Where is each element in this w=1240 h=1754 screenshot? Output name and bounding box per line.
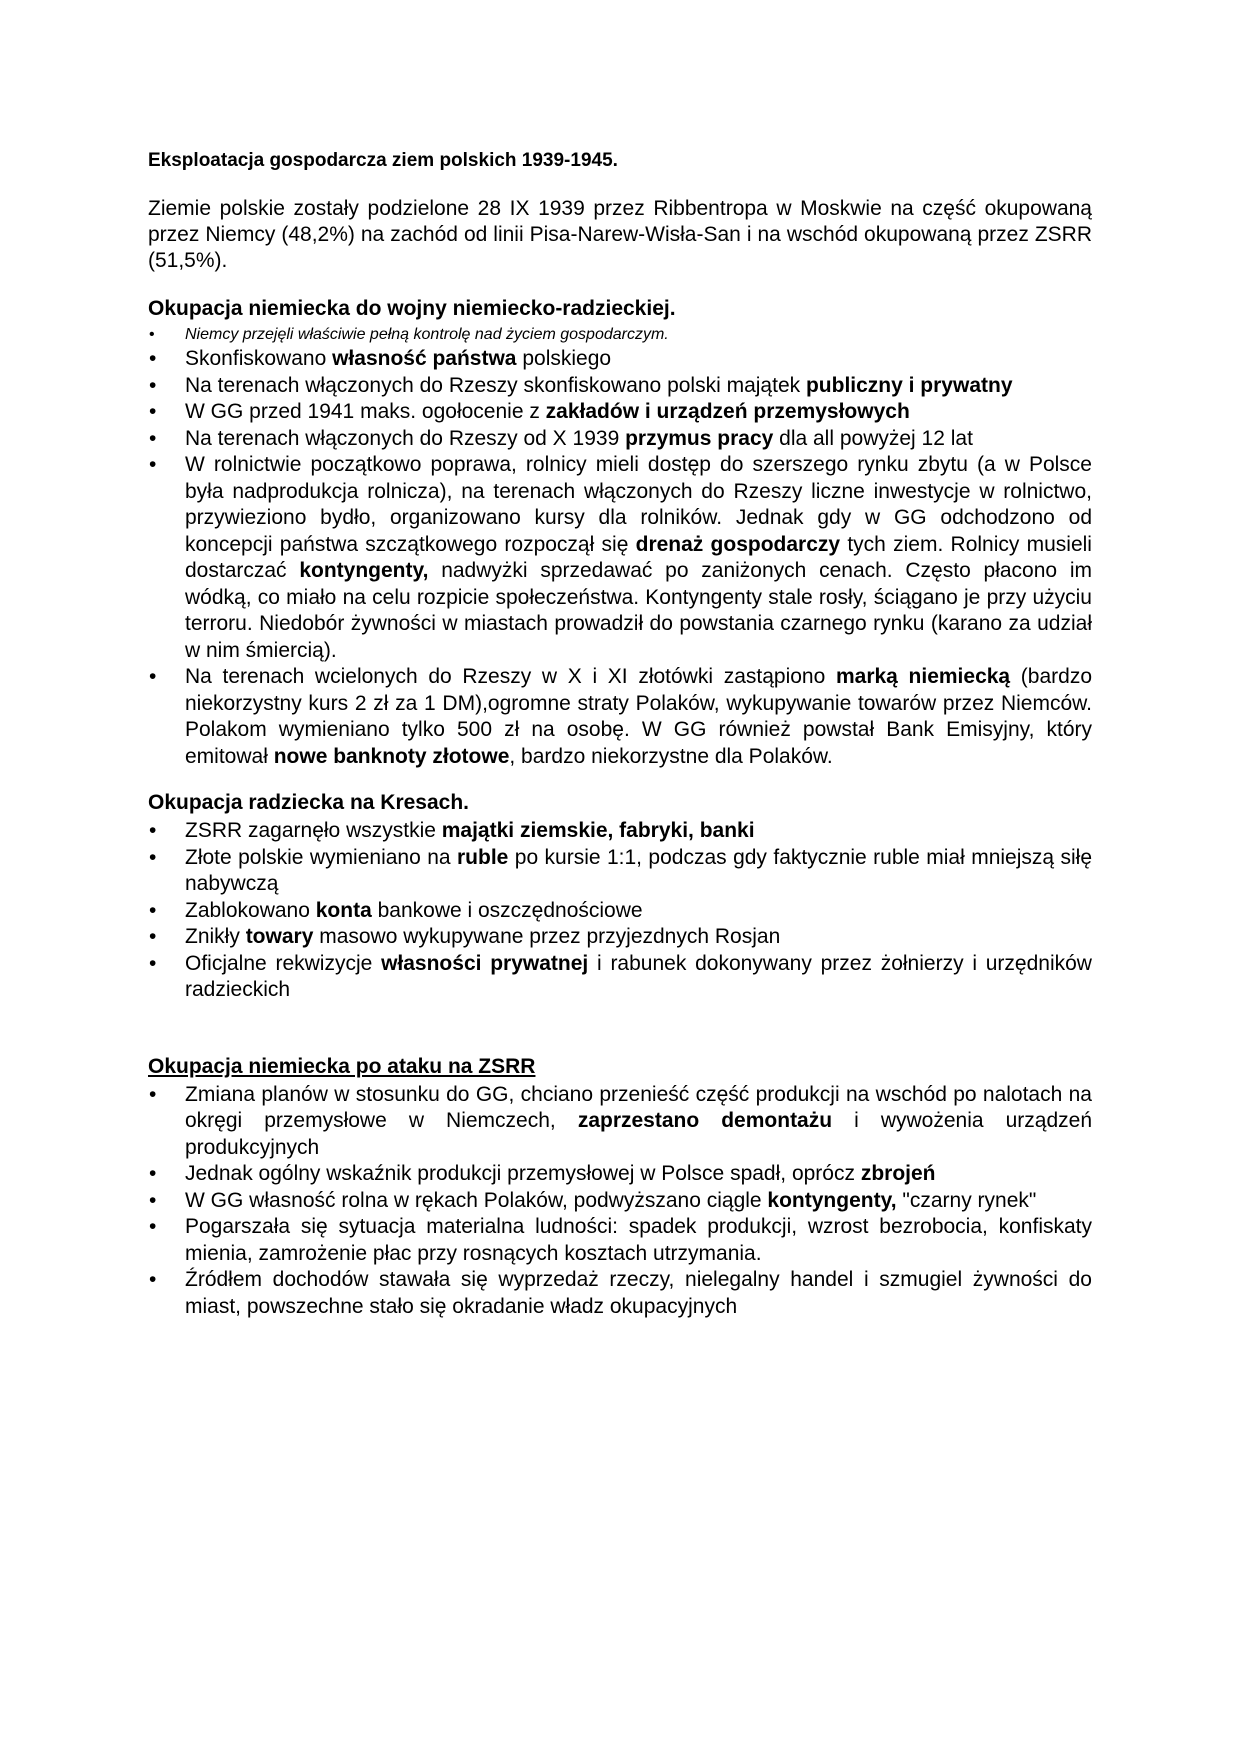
bullet-icon: • bbox=[149, 453, 157, 476]
bullet-icon: • bbox=[149, 326, 155, 343]
text-run: Na terenach włączonych do Rzeszy skonfiskowano polski majątek bbox=[185, 373, 806, 397]
bullet-icon: • bbox=[149, 1268, 157, 1291]
list-item bbox=[148, 1082, 1092, 1162]
bold-text: marką niemiecką bbox=[835, 665, 1011, 688]
bold-text: zakładów i urządzeń przemysłowych bbox=[545, 400, 910, 423]
bold-text: publiczny i prywatny bbox=[805, 373, 1013, 397]
section-heading: Okupacja niemiecka po ataku na ZSRR bbox=[148, 1054, 536, 1078]
text-run: nadwyżki sprzedawać po zaniżonych cenach. Często płacono im wódką, co miało na celu rozpicie społeczeństwa. Kontyngenty stale rosły, ściągano je przy użyciu terroru. Niedobór żywności w miastach prowadził do powstania czarnego rynku (karano za udział w nim śmiercią). bbox=[185, 559, 1092, 662]
text-run: W GG przed 1941 maks. ogołocenie z bbox=[185, 400, 546, 423]
text-run: polskiego bbox=[516, 347, 612, 370]
section bbox=[148, 1054, 1092, 1321]
list-item bbox=[148, 452, 1092, 664]
text-run: i wywożenia urządzeń produkcyjnych bbox=[185, 1109, 1092, 1159]
bullet-icon: • bbox=[149, 665, 157, 688]
bullet-icon: • bbox=[149, 1215, 157, 1238]
text-run: Na terenach włączonych do Rzeszy od X 1939 bbox=[185, 426, 626, 450]
bold-text: majątki ziemskie, fabryki, banki bbox=[441, 819, 755, 842]
page-title: Eksploatacja gospodarcza ziem polskich 1939-1945. bbox=[148, 150, 618, 171]
bullet-icon: • bbox=[149, 951, 157, 975]
bullet-list bbox=[148, 1082, 1092, 1321]
text-run: Jednak ogólny wskaźnik produkcji przemysłowej w Polsce spadł, oprócz bbox=[185, 1162, 861, 1185]
text-run: Niemcy przejęli właściwie pełną kontrolę nad życiem gospodarczym. bbox=[185, 326, 669, 343]
text-run: (bardzo niekorzystny kurs 2 zł za 1 DM),ogromne straty Polaków, wykupywanie towarów przez Niemców. Polakom wymieniano tylko 500 zł na osobę. W GG również powstał Bank Emisyjny, który emitował bbox=[185, 665, 1092, 768]
list-item bbox=[148, 951, 1092, 1004]
bold-text: kontyngenty, bbox=[299, 559, 429, 582]
list-item bbox=[148, 898, 1092, 925]
text-run: Oficjalne rekwizycje bbox=[185, 951, 382, 975]
text-run: Pogarszała się sytuacja materialna ludności: spadek produkcji, wzrost bezrobocia, konfiskaty mienia, zamrożenie płac przy rosnących kosztach utrzymania. bbox=[185, 1215, 1092, 1265]
list-item bbox=[148, 426, 1092, 453]
text-run: Zablokowano bbox=[185, 898, 316, 922]
text-run: i rabunek dokonywany przez żołnierzy i urzędników radzieckich bbox=[185, 951, 1092, 1001]
list-item bbox=[148, 346, 1092, 373]
text-run: Złote polskie wymieniano na bbox=[185, 845, 457, 869]
list-item bbox=[148, 924, 1092, 951]
bold-text: towary bbox=[245, 925, 314, 948]
list-item bbox=[148, 664, 1092, 770]
bold-text: drenaż gospodarczy bbox=[635, 532, 841, 556]
bullet-list bbox=[148, 324, 1092, 770]
list-item bbox=[148, 845, 1092, 898]
spacer bbox=[148, 1024, 1092, 1054]
bold-text: zbrojeń bbox=[860, 1162, 936, 1185]
sections-container bbox=[148, 296, 1092, 1320]
section-heading: Okupacja radziecka na Kresach. bbox=[148, 791, 469, 814]
bold-text: własność państwa bbox=[332, 347, 517, 370]
text-run: Źródłem dochodów stawała się wyprzedaż rzeczy, nielegalny handel i szmugiel żywności do miast, powszechne stało się okradanie władz okupacyjnych bbox=[185, 1268, 1092, 1318]
text-run: dla all powyżej 12 lat bbox=[773, 426, 973, 450]
text-run: masowo wykupywane przez przyjezdnych Rosjan bbox=[313, 925, 781, 948]
list-item bbox=[148, 324, 1092, 346]
text-run: ZSRR zagarnęło wszystkie bbox=[185, 819, 442, 842]
bold-text: kontyngenty, bbox=[767, 1188, 897, 1212]
bullet-icon: • bbox=[149, 373, 157, 397]
section bbox=[148, 296, 1092, 770]
text-run: bankowe i oszczędnościowe bbox=[371, 898, 643, 922]
bullet-icon: • bbox=[149, 400, 157, 423]
bold-text: własności prywatnej bbox=[381, 951, 589, 975]
bullet-icon: • bbox=[149, 925, 157, 948]
list-item bbox=[148, 1214, 1092, 1267]
bold-text: konta bbox=[315, 898, 372, 922]
bullet-icon: • bbox=[149, 426, 157, 450]
text-run: W GG własność rolna w rękach Polaków, podwyższano ciągle bbox=[185, 1188, 768, 1212]
document-page bbox=[148, 148, 1092, 1340]
list-item bbox=[148, 1161, 1092, 1188]
bullet-icon: • bbox=[149, 1188, 157, 1212]
bullet-list bbox=[148, 818, 1092, 1004]
list-item bbox=[148, 1267, 1092, 1320]
text-run: po kursie 1:1, podczas gdy faktycznie ruble miał mniejszą siłę nabywczą bbox=[185, 845, 1092, 895]
bullet-icon: • bbox=[149, 898, 157, 922]
bullet-icon: • bbox=[149, 819, 157, 842]
text-run: Znikły bbox=[185, 925, 246, 948]
bullet-icon: • bbox=[149, 845, 157, 869]
list-item bbox=[148, 818, 1092, 845]
bold-text: ruble bbox=[457, 845, 509, 869]
list-item bbox=[148, 1188, 1092, 1215]
text-run: Na terenach wcielonych do Rzeszy w X i XI złotówki zastąpiono bbox=[185, 665, 836, 688]
bullet-icon: • bbox=[149, 347, 157, 370]
list-item bbox=[148, 373, 1092, 400]
text-run: , bardzo niekorzystne dla Polaków. bbox=[509, 744, 833, 768]
bold-text: przymus pracy bbox=[625, 426, 774, 450]
text-run: Zmiana planów w stosunku do GG, chciano przenieść część produkcji na wschód po nalotach na okręgi przemysłowe w Niemczech, bbox=[185, 1082, 1092, 1132]
bullet-icon: • bbox=[149, 1082, 157, 1106]
list-item bbox=[148, 399, 1092, 426]
section-heading: Okupacja niemiecka do wojny niemiecko-radzieckiej. bbox=[148, 297, 676, 320]
text-run: tych ziem. Rolnicy musieli dostarczać bbox=[185, 532, 1092, 582]
section bbox=[148, 790, 1092, 1004]
text-run: "czarny rynek" bbox=[896, 1188, 1037, 1212]
bold-text: zaprzestano demontażu bbox=[577, 1109, 833, 1132]
bold-text: nowe banknoty złotowe bbox=[273, 744, 510, 768]
bullet-icon: • bbox=[149, 1162, 157, 1185]
intro-paragraph: Ziemie polskie zostały podzielone 28 IX 1939 przez Ribbentropa w Moskwie na część okupowaną przez Niemcy (48,2%) na zachód od linii Pisa-Narew-Wisła-San i na wschód okupowaną przez ZSRR (51,5%). bbox=[148, 197, 1092, 272]
text-run: W rolnictwie początkowo poprawa, rolnicy mieli dostęp do szerszego rynku zbytu (a w Polsce była nadprodukcja rolnicza), na terenach włączonych do Rzeszy liczne inwestycje w rolnictwo, przywieziono bydło, organizowano kursy dla rolników. Jednak gdy w GG odchodzono od koncepcji państwa szczątkowego rozpoczął się bbox=[185, 453, 1092, 556]
text-run: Skonfiskowano bbox=[185, 347, 333, 370]
